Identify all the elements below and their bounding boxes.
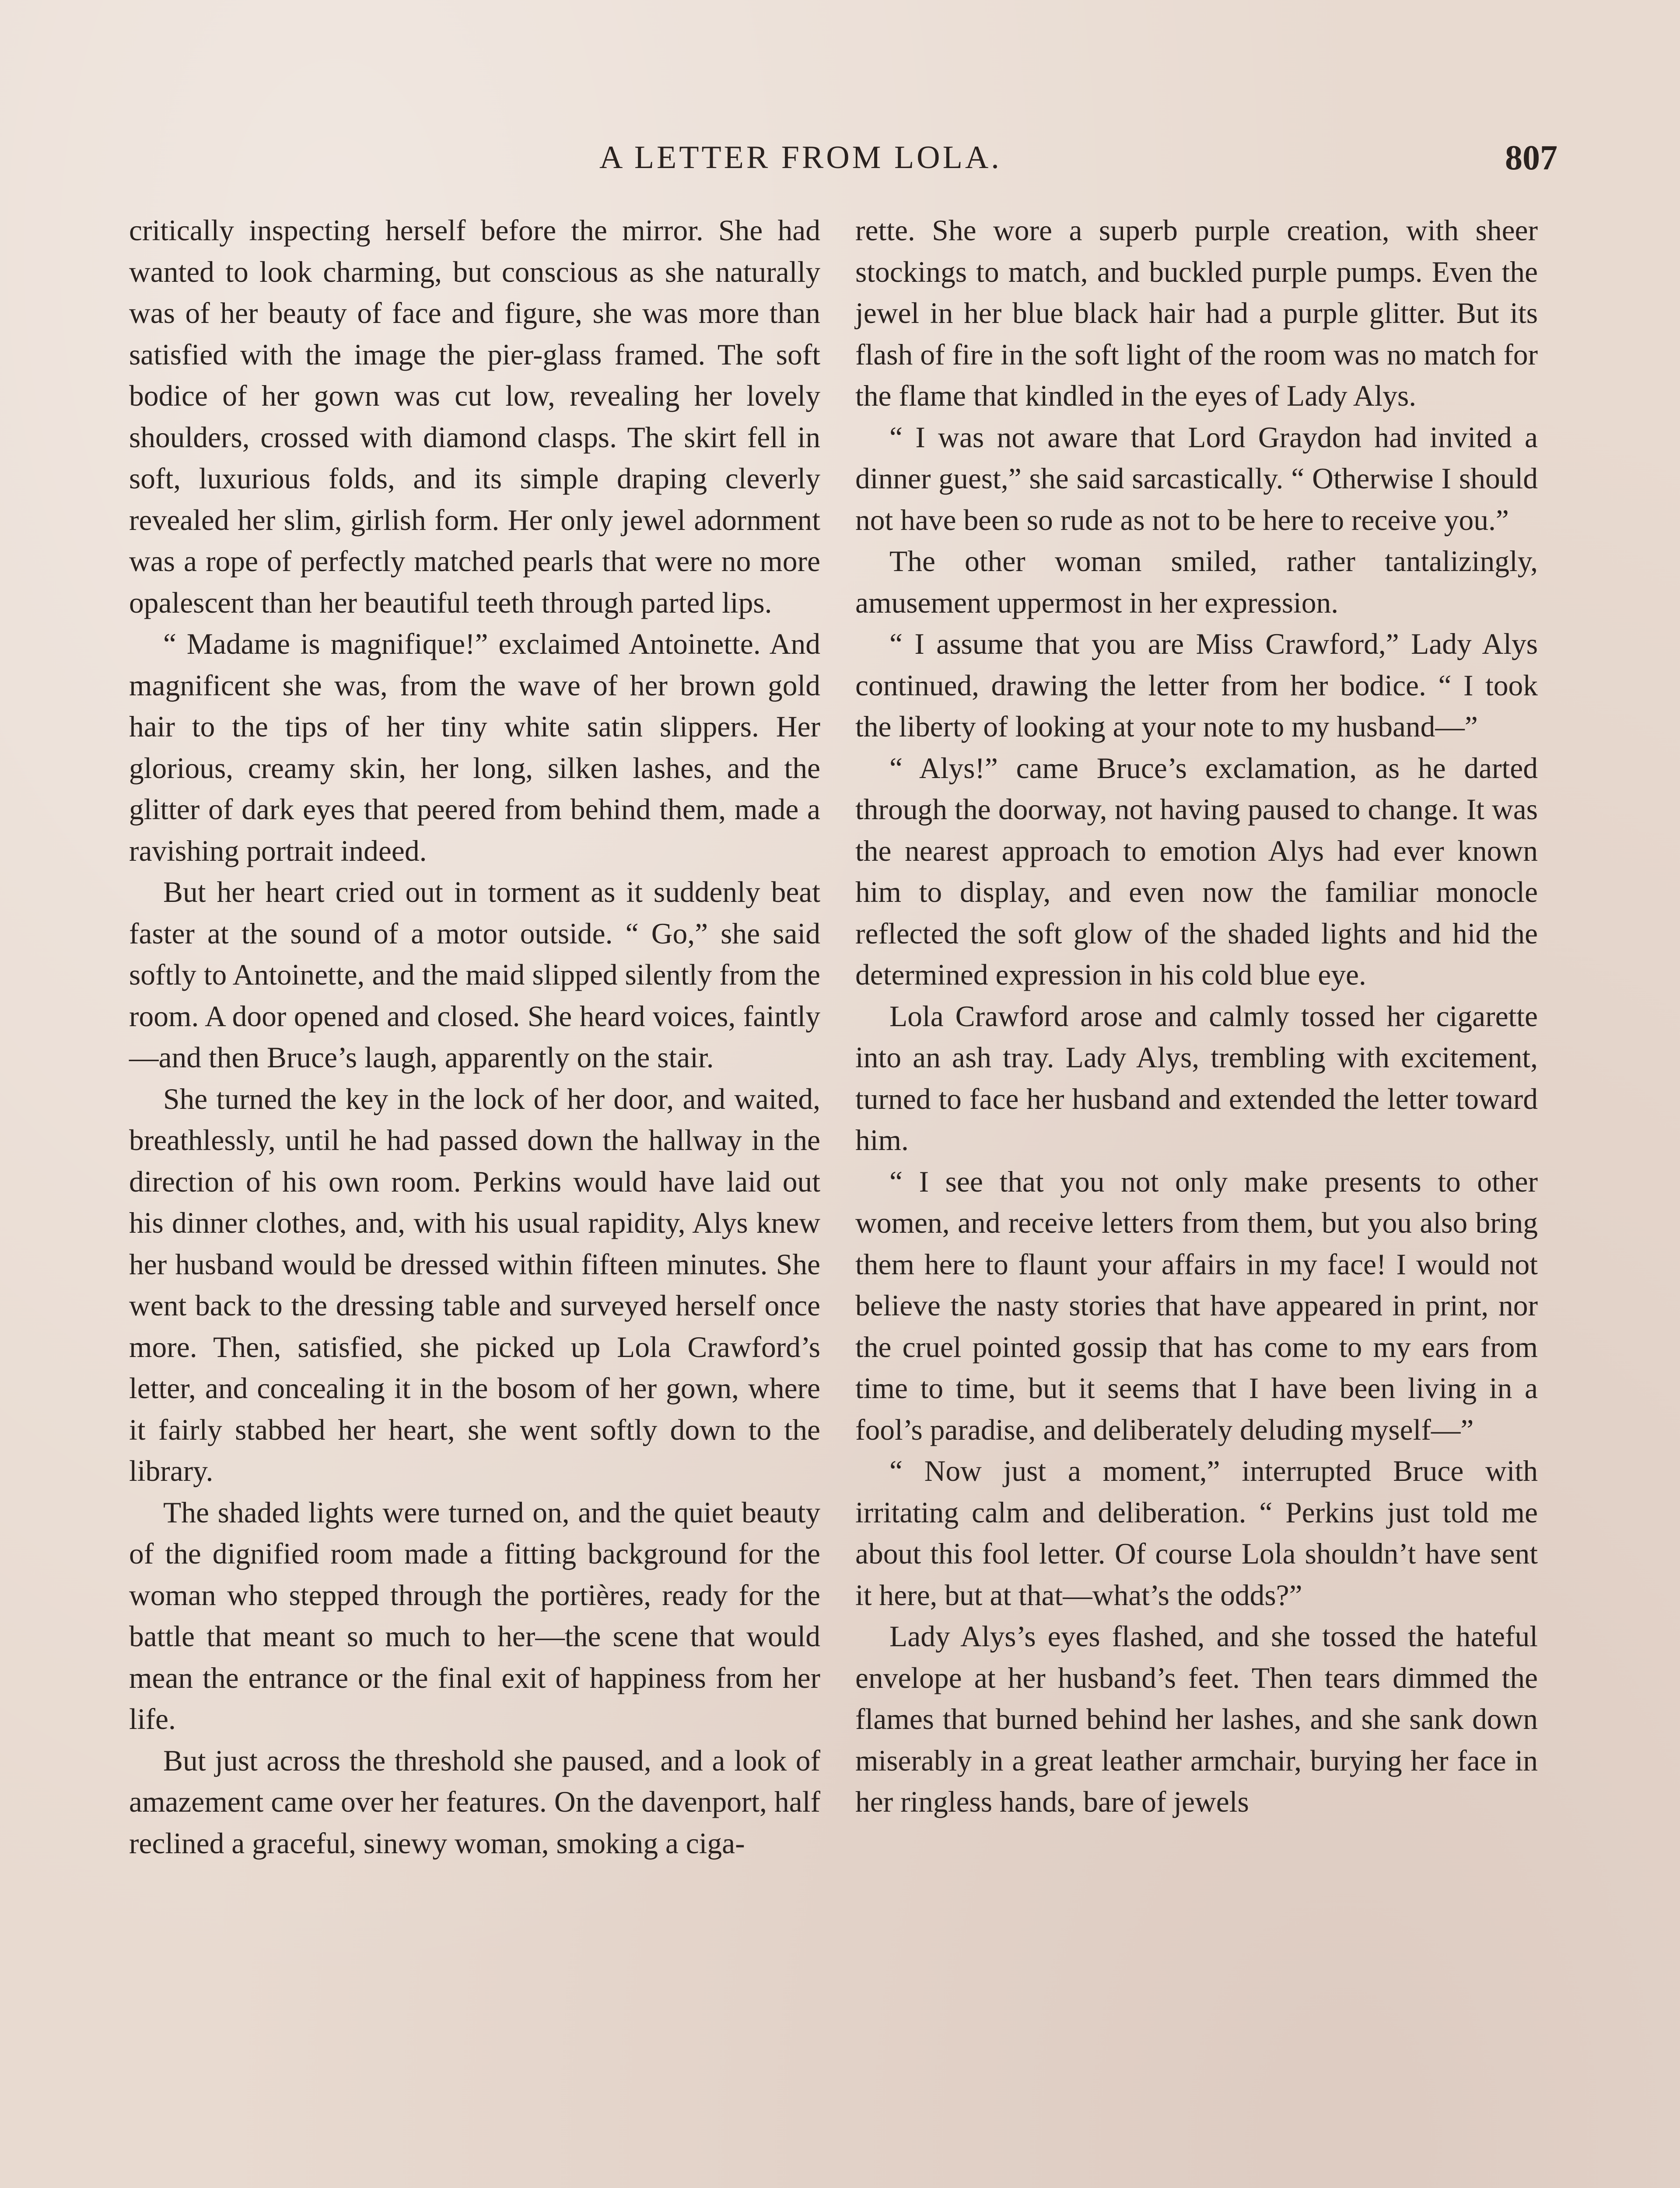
paragraph: “ I was not aware that Lord Graydon had invited a dinner guest,” she said sarcastically. “ Otherwise I should not have been so rude as not to be here to receive you.”	[855, 421, 1538, 536]
paragraph: The shaded lights were turned on, and the quiet beauty of the dignified room made a fitting background for the woman who stepped through the portières, ready for the battle that meant so much to her—the scene that would mean the entrance or the final exit of happiness from her life.	[129, 1496, 820, 1736]
paragraph: Lola Crawford arose and calmly tossed her cigarette into an ash tray. Lady Alys, trembling with excitement, turned to face her husband and extended the letter toward him.	[855, 999, 1538, 1157]
paragraph: “ I assume that you are Miss Crawford,” Lady Alys continued, drawing the letter from her bodice. “ I took the liberty of looking at your note to my husband—”	[855, 628, 1538, 743]
right-column	[855, 210, 1538, 1823]
paragraph: But just across the threshold she paused, and a look of amazement came over her features. On the davenport, half reclined a graceful, sinewy woman, smoking a ciga-	[129, 1744, 820, 1860]
paragraph: “ I see that you not only make presents to other women, and receive letters from them, but you also bring them here to flaunt your affairs in my face! I would not believe the nasty stories that have appeared in print, nor the cruel pointed gossip that has come to my ears from time to time, but it seems that I have been living in a fool’s paradise, and deliberately deluding myself—”	[855, 1165, 1538, 1446]
page-number: 807	[1505, 139, 1558, 177]
paragraph: critically inspecting herself before the mirror. She had wanted to look charming, but conscious as she naturally was of her beauty of face and figure, she was more than satisfied with the image the pier-glass framed. The soft bodice of her gown was cut low, revealing her lovely shoulders, crossed with diamond clasps. The skirt fell in soft, luxurious folds, and its simple draping cleverly revealed her slim, girlish form. Her only jewel adornment was a rope of perfectly matched pearls that were no more opalescent than her beautiful teeth through parted lips.	[129, 214, 820, 619]
running-title: A LETTER FROM LOLA.	[599, 140, 1002, 175]
paragraph: She turned the key in the lock of her door, and waited, breathlessly, until he had passed down the hallway in the direction of his own room. Perkins would have laid out his dinner clothes, and, with his usual rapidity, Alys knew her husband would be dressed within fifteen minutes. She went back to the dressing table and surveyed herself once more. Then, satisfied, she picked up Lola Crawford’s letter, and concealing it in the bosom of her gown, where it fairly stabbed her heart, she went softly down to the library.	[129, 1082, 820, 1487]
paragraph: “ Madame is magnifique!” exclaimed Antoinette. And magnificent she was, from the wave of her brown gold hair to the tips of her tiny white satin slippers. Her glorious, creamy skin, her long, silken lashes, and the glitter of dark eyes that peered from behind them, made a ravishing portrait indeed.	[129, 628, 820, 867]
paragraph: But her heart cried out in torment as it suddenly beat faster at the sound of a motor outside. “ Go,” she said softly to Antoinette, and the maid slipped silently from the room. A door opened and closed. She heard voices, faintly—and then Bruce’s laugh, apparently on the stair.	[129, 876, 820, 1074]
paragraph: “ Alys!” came Bruce’s exclamation, as he darted through the doorway, not having paused to change. It was the nearest approach to emotion Alys had ever known him to display, and even now the familiar monocle reflected the soft glow of the shaded lights and hid the determined expression in his cold blue eye.	[855, 751, 1538, 991]
left-column	[129, 210, 820, 1864]
paragraph: rette. She wore a superb purple creation, with sheer stockings to match, and buckled purple pumps. Even the jewel in her blue black hair had a purple glitter. But its flash of fire in the soft light of the room was no match for the flame that kindled in the eyes of Lady Alys.	[855, 214, 1538, 412]
paragraph: Lady Alys’s eyes flashed, and she tossed the hateful envelope at her husband’s feet. Then tears dimmed the flames that burned behind her lashes, and she sank down miserably in a great leather armchair, burying her face in her ringless hands, bare of jewels	[855, 1620, 1538, 1818]
paragraph: “ Now just a moment,” interrupted Bruce with irritating calm and deliberation. “ Perkins just told me about this fool letter. Of course Lola shouldn’t have sent it here, but at that—what’s the odds?”	[855, 1455, 1538, 1612]
paragraph: The other woman smiled, rather tantalizingly, amusement uppermost in her expression.	[855, 545, 1538, 619]
